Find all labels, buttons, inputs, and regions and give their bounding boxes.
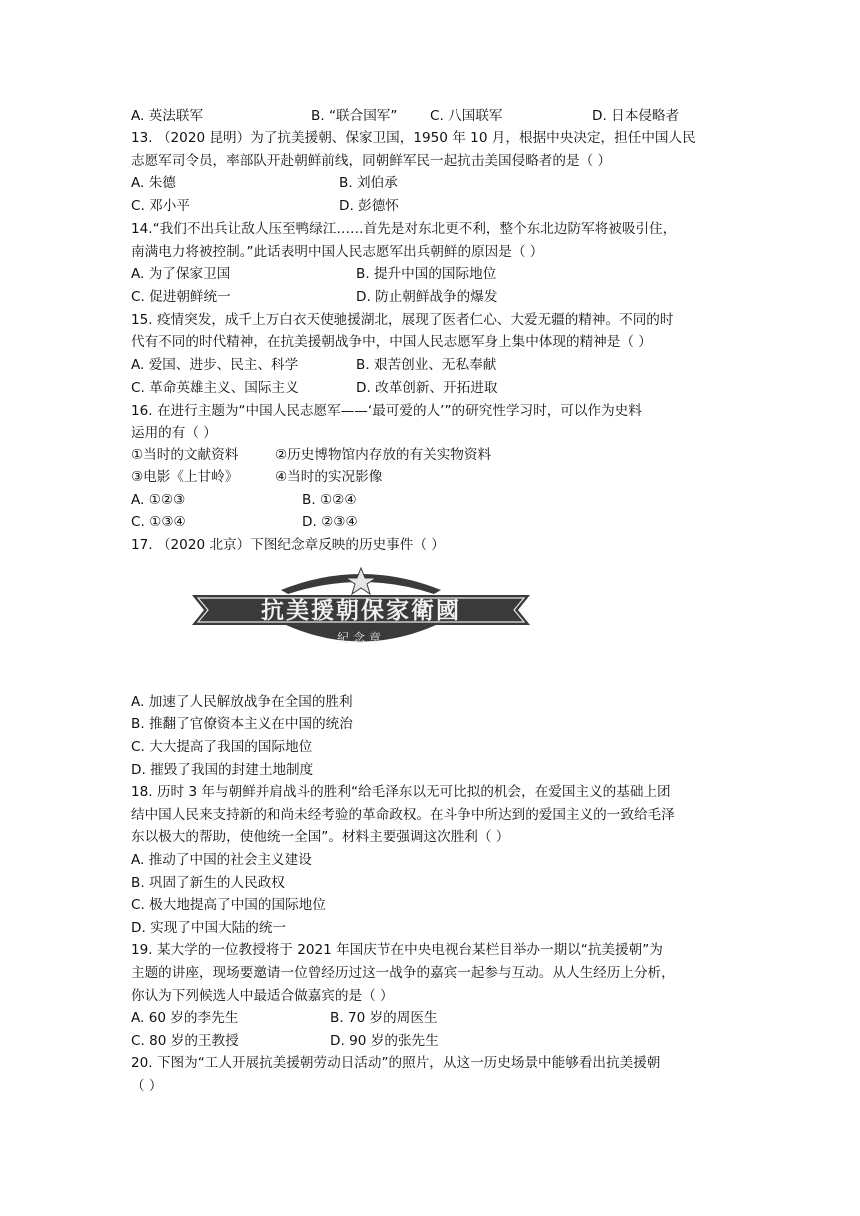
badge-subtitle: 紀念章 xyxy=(336,631,386,645)
q14-option-b: B. 提升中国的国际地位 xyxy=(356,266,497,282)
q19-stem-line-1: 19. 某大学的一位教授将于 2021 年国庆节在中央电视台某栏目举办一期以“抗美援朝”为 xyxy=(131,942,663,958)
q16-option-b: B. ①②④ xyxy=(302,492,357,508)
q16-option-c: C. ①③④ xyxy=(131,514,186,530)
badge-title: 抗美援朝保家衛國 xyxy=(261,598,461,624)
q18-option-d: D. 实现了中国大陆的统一 xyxy=(131,920,287,936)
q18-option-a: A. 推动了中国的社会主义建设 xyxy=(131,852,312,868)
q12-option-d: D. 日本侵略者 xyxy=(592,108,680,124)
q12-option-a: A. 英法联军 xyxy=(131,108,204,124)
q17-option-c: C. 大大提高了我国的国际地位 xyxy=(131,739,313,755)
q20-stem-line-2: （ ） xyxy=(131,1078,163,1094)
q13-option-a: A. 朱德 xyxy=(131,175,176,191)
q13-stem-line-1: 13. （2020 昆明）为了抗美援朝、保家卫国，1950 年 10 月，根据中央决定，担任中国人民 xyxy=(131,130,696,146)
q16-stem-line-1: 16. 在进行主题为“中国人民志愿军——‘最可爱的人’”的研究性学习时，可以作为史料 xyxy=(131,403,642,419)
q16-option-a: A. ①②③ xyxy=(131,492,186,508)
q16-item-3: ③电影《上甘岭》 xyxy=(131,469,239,485)
q15-option-a: A. 爱国、进步、民主、科学 xyxy=(131,357,299,373)
q14-option-d: D. 防止朝鲜战争的爆发 xyxy=(356,289,498,305)
q12-option-c: C. 八国联军 xyxy=(430,108,503,124)
q16-item-4: ④当时的实况影像 xyxy=(275,469,383,485)
q20-stem-line-1: 20. 下图为“工人开展抗美援朝劳动日活动”的照片，从这一历史场景中能够看出抗美援朝 xyxy=(131,1055,661,1071)
q14-stem-line-2: 南满电力将被控制。”此话表明中国人民志愿军出兵朝鲜的原因是（ ） xyxy=(131,244,544,260)
q16-item-2: ②历史博物馆内存放的有关实物资料 xyxy=(275,447,492,463)
q15-option-c: C. 革命英雄主义、国际主义 xyxy=(131,380,299,396)
q19-option-a: A. 60 岁的李先生 xyxy=(131,1010,239,1026)
q16-stem-line-2: 运用的有（ ） xyxy=(131,425,217,441)
q16-option-d: D. ②③④ xyxy=(302,514,358,530)
q19-stem-line-3: 你认为下列候选人中最适合做嘉宾的是（ ） xyxy=(131,988,394,1004)
q17-option-a: A. 加速了人民解放战争在全国的胜利 xyxy=(131,694,353,710)
q19-option-b: B. 70 岁的周医生 xyxy=(330,1010,438,1026)
q14-option-c: C. 促进朝鲜统一 xyxy=(131,289,231,305)
commemorative-badge-image xyxy=(186,562,536,654)
q19-option-c: C. 80 岁的王教授 xyxy=(131,1033,239,1049)
q14-stem-line-1: 14.“我们不出兵让敌人压至鸭绿江……首先是对东北更不利，整个东北边防军将被吸引住， xyxy=(131,221,677,237)
q15-option-b: B. 艰苦创业、无私奉献 xyxy=(356,357,497,373)
q12-option-b: B. “联合国军” xyxy=(311,108,398,124)
q14-option-a: A. 为了保家卫国 xyxy=(131,266,231,282)
q18-stem-line-2: 结中国人民来支持新的和尚未经考验的革命政权。在斗争中所达到的爱国主义的一致给毛泽 xyxy=(131,807,675,823)
q19-stem-line-2: 主题的讲座，现场要邀请一位曾经历过这一战争的嘉宾一起参与互动。从人生经历上分析， xyxy=(131,965,675,981)
q18-stem-line-1: 18. 历时 3 年与朝鲜并肩战斗的胜利“给毛泽东以无可比拟的机会，在爱国主义的基础上团 xyxy=(131,784,671,800)
q16-item-1: ①当时的文献资料 xyxy=(131,447,239,463)
star-icon xyxy=(346,568,376,594)
q19-option-d: D. 90 岁的张先生 xyxy=(330,1033,439,1049)
q15-stem-line-1: 15. 疫情突发，成千上万白衣天使驰援湖北，展现了医者仁心、大爱无疆的精神。不同的时 xyxy=(131,312,674,328)
q18-option-c: C. 极大地提高了中国的国际地位 xyxy=(131,897,326,913)
q13-stem-line-2: 志愿军司令员，率部队开赴朝鲜前线，同朝鲜军民一起抗击美国侵略者的是（ ） xyxy=(131,153,612,169)
q17-option-b: B. 推翻了官僚资本主义在中国的统治 xyxy=(131,716,353,732)
q18-option-b: B. 巩固了新生的人民政权 xyxy=(131,875,285,891)
q15-stem-line-2: 代有不同的时代精神，在抗美援朝战争中，中国人民志愿军身上集中体现的精神是（ ） xyxy=(131,334,652,350)
q15-option-d: D. 改革创新、开拓进取 xyxy=(356,380,498,396)
q13-option-c: C. 邓小平 xyxy=(131,198,190,214)
q17-option-d: D. 摧毁了我国的封建土地制度 xyxy=(131,762,314,778)
q13-option-b: B. 刘伯承 xyxy=(339,175,398,191)
q13-option-d: D. 彭德怀 xyxy=(339,198,399,214)
q17-stem: 17. （2020 北京）下图纪念章反映的历史事件（ ） xyxy=(131,537,445,553)
q18-stem-line-3: 东以极大的帮助，使他统一全国”。材料主要强调这次胜利（ ） xyxy=(131,829,510,845)
